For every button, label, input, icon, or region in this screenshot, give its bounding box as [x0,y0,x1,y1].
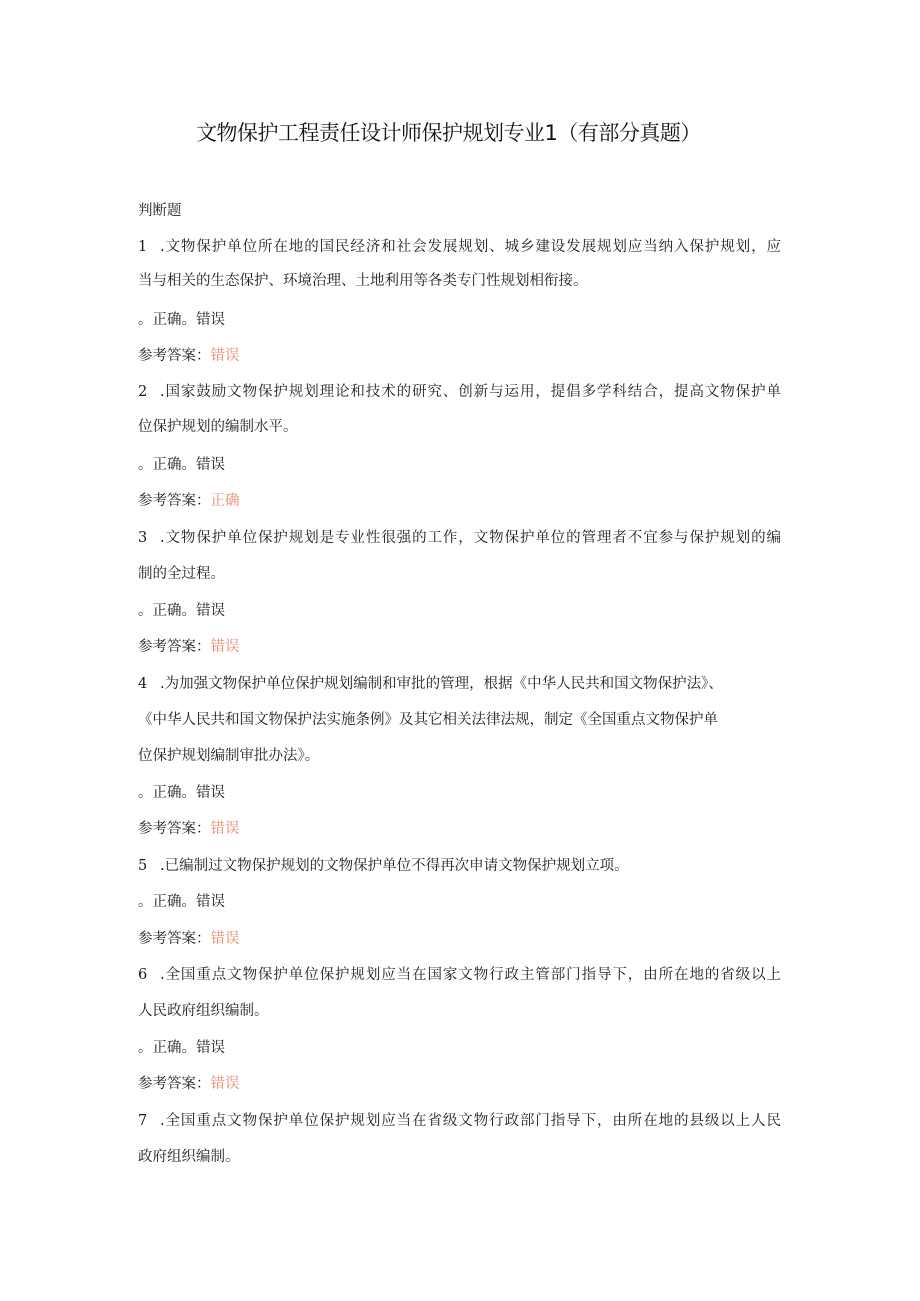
question-7-text [138,1110,781,1132]
answer-label: 参考答案： [138,493,211,509]
question-5-line-1: .已编制过文物保护规划的文物保护单位不得再次申请文物保护规划立项。 [160,858,629,874]
question-3-text [138,527,781,549]
question-1-line-2: 当与相关的生态保护、环境治理、土地利用等各类专门性规划相衔接。 [138,273,588,289]
question-2-line-1: .国家鼓励文物保护规划理论和技术的研究、创新与运用，提倡多学科结合，提高文物保护单 [160,384,781,400]
question-2-options: 。正确。错误 [138,457,225,473]
question-4-answer-row [138,818,240,840]
question-6-options: 。正确。错误 [138,1040,225,1056]
question-2-answer-row [138,490,240,512]
question-6-line-1: .全国重点文物保护单位保护规划应当在国家文物行政主管部门指导下，由所在地的省级以上 [160,967,781,983]
question-3-answer-row [138,636,240,658]
question-3-number: 3 [138,530,148,546]
question-7-line-1: .全国重点文物保护单位保护规划应当在省级文物行政部门指导下，由所在地的县级以上人民 [160,1113,781,1129]
question-3-answer: 错误 [210,639,240,655]
question-6-line-2: 人民政府组织编制。 [138,1003,269,1019]
answer-label: 参考答案： [138,639,211,655]
document-title: 文物保护工程责任设计师保护规划专业1（有部分真题） [196,121,701,145]
question-4-line-3: 位保护规划编制审批办法》。 [138,748,320,764]
question-5-answer: 错误 [210,931,240,947]
question-4-options: 。正确。错误 [138,785,225,801]
answer-label: 参考答案： [138,931,211,947]
question-1-answer: 错误 [210,348,240,364]
question-6-text [138,964,781,986]
answer-label: 参考答案： [138,821,211,837]
question-1-text [138,236,781,258]
question-4-line-1: .为加强文物保护单位保护规划编制和审批的管理，根据《中华人民共和国文物保护法》、 [160,676,723,692]
question-4-text [138,673,723,695]
answer-label: 参考答案： [138,348,211,364]
question-3-line-2: 制的全过程。 [138,566,225,582]
answer-label: 参考答案： [138,1076,211,1092]
question-6-number: 6 [138,967,148,983]
section-heading: 判断题 [138,203,182,219]
question-5-options: 。正确。错误 [138,894,225,910]
question-2-text [138,381,781,403]
question-6-answer: 错误 [210,1076,240,1092]
question-1-line-1: .文物保护单位所在地的国民经济和社会发展规划、城乡建设发展规划应当纳入保护规划，应 [160,239,781,255]
question-3-line-1: .文物保护单位保护规划是专业性很强的工作，文物保护单位的管理者不宜参与保护规划的编 [160,530,781,546]
question-4-line-2: 《中华人民共和国文物保护法实施条例》及其它相关法律法规，制定《全国重点文物保护单 [138,712,718,728]
question-5-number: 5 [138,858,148,874]
question-2-line-2: 位保护规划的编制水平。 [138,419,298,435]
question-2-answer: 正确 [210,493,240,509]
question-1-options: 。正确。错误 [138,312,225,328]
question-7-line-2: 政府组织编制。 [138,1149,240,1165]
question-7-number: 7 [138,1113,148,1129]
question-4-number: 4 [138,676,148,692]
question-6-answer-row [138,1073,240,1095]
question-1-number: 1 [138,239,148,255]
question-4-answer: 错误 [210,821,240,837]
question-3-options: 。正确。错误 [138,603,225,619]
question-2-number: 2 [138,384,148,400]
question-5-text [138,855,629,877]
question-1-answer-row [138,345,240,367]
question-5-answer-row [138,928,240,950]
